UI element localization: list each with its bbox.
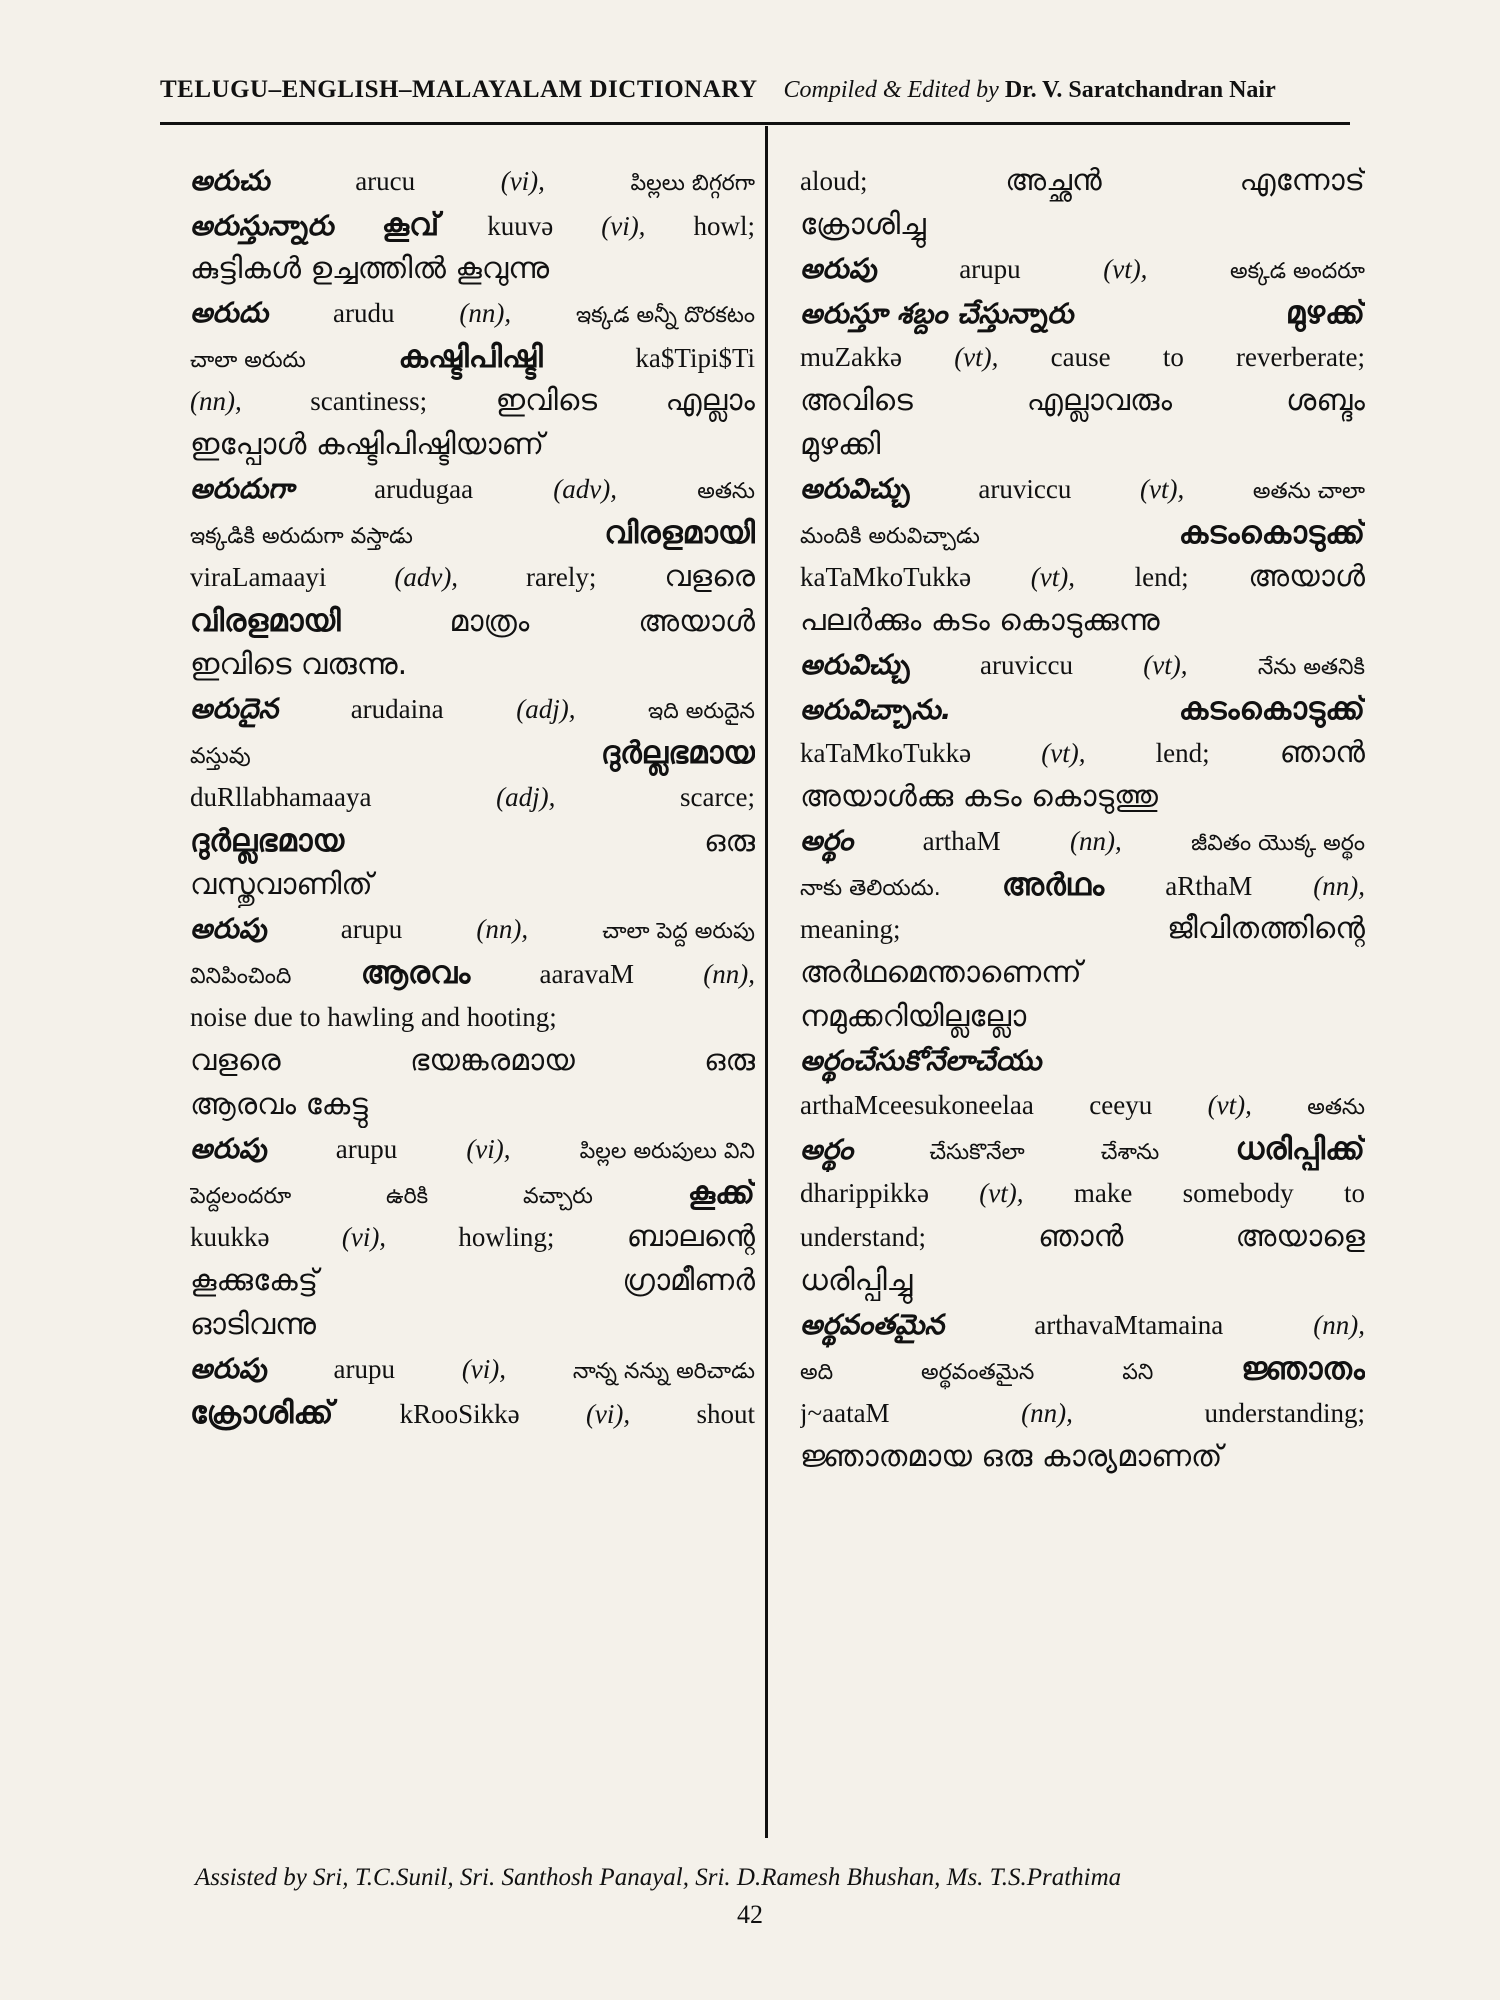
entry-line [800,952,1365,996]
entry-text: పని [1122,1360,1154,1385]
entry-text: జీవితం యొక్క అర్థం [1191,831,1365,856]
entry-text: somebody [1182,1178,1294,1208]
entry-text: നമുക്കറിയില്ലല്ലോ [800,999,1027,1034]
entry-line [800,644,1365,688]
telugu-headword: అరువిచ్చు [800,472,910,505]
entry-line [190,204,755,248]
entry-text: నాకు తెలియదు. [800,876,941,901]
entry-line [800,996,1365,1040]
telugu-headword: అరుపు [190,912,267,945]
entry-line [190,996,755,1040]
entry-text: howling; [458,1222,555,1252]
entry-text: lend; [1155,738,1210,768]
column-divider [765,126,768,1838]
entry-text: duRllabhamaaya [190,782,372,812]
telugu-headword: అరుస్తూ శబ్దం చేస్తున్నారు [800,297,1074,330]
entry-text: పిల్లలు బిగ్గరగా [630,171,755,196]
entry-text: (vi), [341,1222,387,1252]
entry-line [190,336,755,380]
entry-text: aRthaM [1165,871,1253,901]
entry-text: muZakkə [800,342,902,372]
entry-line [800,1304,1365,1348]
entry-text: అతను [1307,1095,1365,1120]
entry-text: (adj), [516,694,576,724]
malayalam-headword: ആരവം [360,955,471,991]
entry-line [800,600,1365,644]
entry-text: അയാൾക്കു കടം കൊടുത്തു [800,779,1158,814]
telugu-headword: అర్థం [800,1133,854,1166]
entry-line [800,1436,1365,1480]
telugu-headword: అర్థం [800,824,854,857]
entry-text: ഗ്രാമീണർ [622,1263,755,1298]
entry-text: arudu [333,298,395,328]
entry-text: അവിടെ [800,383,913,418]
entry-text: kRooSikkə [399,1399,520,1429]
entry-text: വസ്തുവാണിത് [190,867,373,902]
entry-text: (vt), [1030,562,1075,592]
malayalam-headword: ക്രോശിക്ക് [190,1395,334,1431]
assisted-by-footer: Assisted by Sri, T.C.Sunil, Sri. Santhosh Panayal, Sri. D.Ramesh Bhushan, Ms. T.S.Prathima [195,1864,1122,1891]
entry-text: arupu [335,1134,398,1164]
entry-text: reverberate; [1236,342,1365,372]
entry-text: to [1343,1178,1365,1208]
entry-text: shout [696,1399,755,1429]
entry-text: వచ్చారు [522,1184,593,1209]
entry-text: arucu [355,166,416,196]
entry-text: ധരിപ്പിച്ചു [800,1263,913,1298]
entry-text: arthavaMtamaina [1034,1310,1224,1340]
entry-text: അയാൾ [638,604,755,639]
editor-credit [784,77,1276,104]
entry-text: పిల్లల అరుపులు విని [579,1139,755,1164]
entry-text: പലർക്കും കടം കൊടുക്കുന്നു [800,603,1160,638]
editor-name: Dr. V. Saratchandran Nair [1004,77,1276,103]
entry-text: ജ്ഞാതമായ ഒരു കാര്യമാണത് [800,1439,1223,1474]
entry-text: ഞാൻ [1279,735,1365,770]
malayalam-headword: വിരളമായി [604,515,755,551]
entry-line [800,1260,1365,1304]
entry-line [800,292,1365,336]
entry-text: నేను అతనికి [1257,655,1365,680]
page-number: 42 [737,1900,763,1929]
entry-text: (vt), [1207,1090,1252,1120]
entry-line [190,688,755,732]
entry-line [190,1304,755,1348]
entry-line [800,468,1365,512]
entry-text: arupu [959,254,1021,284]
malayalam-headword: മുഴക്ക് [1285,295,1365,331]
entry-text: lend; [1134,562,1189,592]
entry-line [800,380,1365,424]
malayalam-headword: ദുർല്ലഭമായ [190,823,345,859]
header-rule [160,122,1350,125]
entry-text: kaTaMkoTukkə [800,562,972,592]
entry-text: వస్తువు [190,744,251,769]
page-header [160,76,1350,116]
entry-text: అది [800,1360,834,1385]
entry-text: (vi), [461,1354,507,1384]
entry-text: ഒരു [704,824,755,859]
entry-text: అక్కడ అందరూ [1229,259,1365,284]
entry-line [800,864,1365,908]
malayalam-headword: ജ്ഞാതം [1241,1351,1365,1387]
entry-text: (nn), [1313,871,1365,901]
entry-line [190,248,755,292]
malayalam-headword: കടംകൊടുക്ക് [1178,691,1365,727]
entry-text: వినిపించింది [190,964,292,989]
entry-line [190,776,755,820]
entry-line [190,644,755,688]
entry-text: rarely; [525,562,597,592]
malayalam-headword: കൂവ് [381,207,440,243]
entry-line [190,380,755,424]
entry-text: അയാളെ [1235,1219,1365,1254]
entry-line [190,292,755,336]
entry-text: (vt), [1103,254,1148,284]
entry-line [800,424,1365,468]
entry-line [190,952,755,996]
entry-text: മുഴക്കി [800,427,881,462]
entry-text: ఇది అరుదైన [648,699,755,724]
telugu-headword: అరుదైన [190,692,279,725]
entry-text: arupu [340,914,403,944]
entry-text: చేసుకొనేలా [929,1140,1025,1165]
entry-text: ശബ്ദം [1286,383,1365,418]
entry-text: scantiness; [310,386,428,416]
entry-text: understanding; [1204,1398,1365,1428]
entry-text: ka$Tipi$Ti [635,343,755,373]
telugu-headword: అర్థవంతమైన [800,1308,945,1341]
entry-text: arthaM [922,826,1001,856]
entry-line [190,732,755,776]
entry-text: (nn), [703,959,755,989]
malayalam-headword: കടംകൊടുക്ക് [1178,515,1365,551]
entry-text: make [1073,1178,1133,1208]
entry-line [190,160,755,204]
entry-text: (vi), [500,166,545,196]
entry-text: aloud; [800,166,868,196]
entry-text: ക്രോശിച്ചു [800,207,926,242]
entry-text: aruviccu [980,650,1073,680]
entry-line [800,1348,1365,1392]
telugu-headword: అరువిచ్చు [800,648,910,681]
entry-line [190,556,755,600]
entry-text: ഒരു [704,1043,755,1078]
entry-text: arthaMceesukoneelaa [800,1090,1034,1120]
entry-text: చాలా పెద్ద అరుపు [602,919,755,944]
entry-line [800,732,1365,776]
entry-text: kuuvə [487,211,554,241]
entry-line [190,864,755,908]
entry-text: എല്ലാം [665,383,755,418]
entry-text: (vi), [601,211,646,241]
entry-text: aruviccu [978,474,1072,504]
entry-text: (vt), [1140,474,1185,504]
entry-text: scarce; [680,782,755,812]
entry-text: വളരെ [190,1043,281,1078]
entry-text: ബാലന്റെ [626,1219,755,1254]
entry-text: dharippikkə [800,1178,929,1208]
entry-line [800,688,1365,732]
entry-text: (vi), [585,1399,631,1429]
entry-text: meaning; [800,914,901,944]
entry-text: കൂക്കുകേട്ട് [190,1263,318,1298]
entry-text: (nn), [1313,1310,1365,1340]
entry-text: అతను చాలా [1252,479,1365,504]
entry-text: (vi), [466,1134,511,1164]
entry-text: (nn), [476,914,529,944]
entry-text: aaravaM [539,959,634,989]
entry-line [190,1260,755,1304]
entry-line [800,248,1365,292]
entry-text: അർഥമെന്താണെന്ന് [800,955,1082,990]
entry-text: (vt), [1041,738,1086,768]
entry-line [800,776,1365,820]
malayalam-headword: അർഥം [1001,867,1105,903]
entry-text: മാത്രം [449,604,530,639]
left-column [190,160,755,1436]
entry-line [190,1084,755,1128]
entry-text: ഇപ്പോൾ കഷ്ടിപിഷ്ടിയാണ് [190,427,544,462]
entry-text: (nn), [1021,1398,1073,1428]
telugu-headword: అరుపు [190,1352,267,1385]
entry-text: ఇక్కడ అన్నీ దొరకటం [575,303,755,328]
entry-text: (nn), [459,298,512,328]
telugu-headword: అరువిచ్చాను. [800,693,952,726]
entry-line [190,1128,755,1172]
entry-line [190,468,755,512]
entry-text: ఉరికి [386,1184,429,1209]
entry-text: howl; [693,211,755,241]
malayalam-headword: വിരളമായി [190,603,341,639]
entry-text: ఇక్కడికి అరుదుగా వస్తాడు [190,524,413,549]
entry-text: (vt), [954,342,999,372]
entry-text: understand; [800,1222,926,1252]
entry-text: kuukkə [190,1222,270,1252]
entry-text: arupu [333,1354,395,1384]
entry-text: చాలా అరుదు [190,348,306,373]
entry-line [800,1172,1365,1216]
entry-text: అర్థవంతమైన [921,1360,1035,1385]
entry-line [190,1216,755,1260]
entry-text: (nn), [1070,826,1122,856]
entry-text: ceeyu [1089,1090,1153,1120]
entry-text: (adv), [553,474,618,504]
entry-line [800,1392,1365,1436]
entry-line [800,336,1365,380]
right-column [800,160,1365,1480]
telugu-headword: అరుదుగా [190,472,294,505]
entry-text: ആരവം കേട്ടു [190,1087,368,1122]
entry-line [190,1392,755,1436]
entry-text: పెద్దలందరూ [190,1184,292,1209]
entry-line [800,1084,1365,1128]
telugu-headword: అరుపు [190,1132,267,1165]
entry-text: viraLamaayi [190,562,327,592]
malayalam-headword: ധരിപ്പിക്ക് [1235,1131,1365,1167]
entry-line [800,556,1365,600]
entry-line [800,512,1365,556]
dictionary-title: TELUGU–ENGLISH–MALAYALAM DICTIONARY [160,76,758,103]
entry-line [190,512,755,556]
entry-text: kaTaMkoTukkə [800,738,972,768]
entry-text: ഭയങ്കരമായ [409,1043,575,1078]
entry-line [800,160,1365,204]
entry-text: ഇവിടെ [495,383,598,418]
entry-text: അയാൾ [1248,559,1365,594]
entry-text: (nn), [190,386,242,416]
entry-line [190,820,755,864]
entry-line [800,1040,1365,1084]
entry-text: arudugaa [374,474,474,504]
telugu-headword: అరుపు [800,252,877,285]
entry-text: అతను [697,479,755,504]
entry-text: (vt), [1143,650,1188,680]
malayalam-headword: ദുർല്ലഭമായ [600,735,755,771]
telugu-headword: అరుదు [190,296,269,329]
entry-text: (vt), [979,1178,1024,1208]
entry-line [800,204,1365,248]
entry-text: నాన్న నన్ను అరిచాడు [572,1359,755,1384]
entry-line [190,1172,755,1216]
entry-text: ഇവിടെ വരുന്നു. [190,647,408,682]
entry-line [190,1040,755,1084]
entry-line [190,424,755,468]
malayalam-headword: കഷ്ടിപിഷ്ടി [398,339,543,375]
entry-line [190,600,755,644]
entry-text: మందికి అరువిచ్చాడు [800,524,980,549]
telugu-headword: అరుచు [190,164,270,197]
entry-text: cause [1050,342,1111,372]
entry-text: noise due to hawling and hooting; [190,1002,557,1032]
entry-text: (adj), [496,782,556,812]
telugu-headword: అరుస్తున్నారు [190,209,334,242]
telugu-headword: అర్థంచేసుకోనేలాచేయు [800,1044,1042,1077]
entry-text: (adv), [394,562,459,592]
entry-line [800,820,1365,864]
malayalam-headword: കൂക്ക് [687,1175,755,1211]
entry-text: അച്ഛൻ [1005,163,1102,198]
entry-text: ഞാൻ [1038,1219,1124,1254]
entry-line [800,908,1365,952]
entry-text: ഓടിവന്നു [190,1307,317,1342]
entry-text: ജീവിതത്തിന്റെ [1167,911,1365,946]
entry-line [800,1216,1365,1260]
entry-text: arudaina [350,694,444,724]
entry-text: എന്നോട് [1239,163,1365,198]
entry-line [800,1128,1365,1172]
entry-line [190,1348,755,1392]
entry-line [190,908,755,952]
compiled-label: Compiled & Edited by [783,77,999,103]
entry-text: j~aataM [800,1398,890,1428]
entry-text: കുട്ടികൾ ഉച്ചത്തിൽ കൂവുന്നു [190,251,550,286]
entry-text: చేశాను [1100,1140,1160,1165]
entry-text: to [1162,342,1184,372]
entry-text: എല്ലാവരും [1026,383,1173,418]
entry-text: വളരെ [664,559,755,594]
